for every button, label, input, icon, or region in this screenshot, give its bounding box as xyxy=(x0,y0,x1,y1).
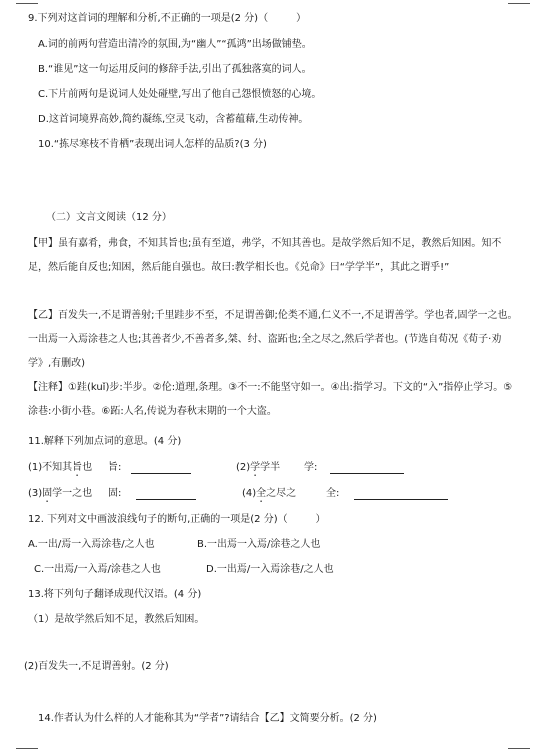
bottom-mark-left xyxy=(16,748,38,749)
q11-item-3-suffix: 学一之也 xyxy=(52,488,93,499)
q12-stem-end: ） xyxy=(315,514,326,525)
q9-option-b: B.“谁见”这一句运用反问的修辞手法,引出了孤独落寞的词人。 xyxy=(38,64,312,75)
q9-stem xyxy=(28,13,306,25)
q11-item-2-key: 学 xyxy=(250,462,261,473)
q12-option-b: B.一出焉一入焉/涂巷之人也 xyxy=(197,539,321,550)
passage-yi: 【乙】百发失一,不足谓善射;千里跬步不至，不足谓善御;伦类不通,仁义不一,不足谓善学。学也者,固学一之也。一出焉一入焉涂巷之人也;其善者少,不善者多,桀、纣、盗跖也;全之尽之,然后学者也。(节选自荀况《荀子·劝学》,有删改) xyxy=(28,310,518,369)
q11-item-2-term: 学: xyxy=(304,462,318,473)
q11-item-4-term: 全: xyxy=(326,488,340,499)
q12-stem xyxy=(28,514,326,526)
q9-option-c: C.下片前两句是说词人处处碰壁,写出了他自己怨恨愤怒的心境。 xyxy=(38,89,322,100)
corner-mark-right xyxy=(508,3,530,4)
q11-item-3 xyxy=(28,488,92,505)
q11-item-4 xyxy=(242,488,296,505)
q11-item-1-term: 旨: xyxy=(108,462,122,473)
q11-item-4-answer-blank[interactable] xyxy=(354,488,448,500)
q10-text: 10.“拣尽寒枝不肯栖”表现出词人怎样的品质?(3 分) xyxy=(38,139,267,150)
q11-item-3-key: 固 xyxy=(42,488,53,499)
q11-item-1 xyxy=(28,462,92,479)
passage-notes: 【注释】①跬(kuǐ)步:半步。②伦:道理,条理。③不一:不能坚守如一。④出:指学习。下文的“入”指停止学习。⑤涂巷:小街小巷。⑥跖:人名,传说为春秋末期的一个大盗。 xyxy=(28,382,513,417)
q12-option-d: D.一出焉/一入焉涂巷/之人也 xyxy=(206,564,334,575)
q11-item-3-answer-blank[interactable] xyxy=(136,488,196,500)
q11-item-1-prefix: (1)不知其 xyxy=(28,462,73,473)
section2-title: （二）文言文阅读（12 分） xyxy=(46,212,172,223)
q9-stem-end: ） xyxy=(296,13,307,24)
q13-item-2: (2)百发失一,不足谓善射。(2 分) xyxy=(24,661,169,672)
q11-item-2-answer-blank[interactable] xyxy=(330,462,404,474)
q11-item-2-prefix: (2) xyxy=(236,462,251,473)
q9-stem-text: 9.下列对这首词的理解和分析,不正确的一项是(2 分)（ xyxy=(28,13,269,24)
q11-item-1-answer-blank[interactable] xyxy=(131,462,191,474)
q13-item-1: （1）是故学然后知不足，教然后知困。 xyxy=(28,614,205,625)
q11-item-2-suffix: 学半 xyxy=(260,462,281,473)
q11-item-3-prefix: (3) xyxy=(28,488,43,499)
q11-item-4-suffix: 之尽之 xyxy=(266,488,297,499)
q9-option-d: D.这首词境界高妙,简约凝练,空灵飞动，含蓄蕴藉,生动传神。 xyxy=(38,114,309,125)
q12-stem-text: 12. 下列对文中画波浪线句子的断句,正确的一项是(2 分)（ xyxy=(28,514,288,525)
q13-stem: 13.将下列句子翻译成现代汉语。(4 分) xyxy=(28,589,202,600)
q11-item-1-key: 旨 xyxy=(72,462,83,473)
q11-item-2 xyxy=(236,462,280,479)
q11-item-4-key: 全 xyxy=(256,488,267,499)
q11-item-1-suffix: 也 xyxy=(82,462,93,473)
corner-mark-left xyxy=(16,3,38,4)
passage-jia: 【甲】虽有嘉肴，弗食，不知其旨也;虽有至道，弗学，不知其善也。是故学然后知不足，教然后知困。知不足，然后能自反也;知困，然后能自强也。故曰:教学相长也。《兑命》曰“学学半”，其此之谓乎!” xyxy=(28,238,502,273)
q14-text: 14.作者认为什么样的人才能称其为“学者”?请结合【乙】文简要分析。(2 分) xyxy=(38,713,377,724)
q11-item-4-prefix: (4) xyxy=(242,488,257,499)
q11-stem: 11.解释下列加点词的意思。(4 分) xyxy=(28,436,182,447)
q12-option-a: A.一出/焉一入焉涂巷/之人也 xyxy=(28,539,155,550)
q9-option-a: A.词的前两句营造出清冷的氛围,为“幽人”“孤鸿”出场做铺垫。 xyxy=(38,39,312,50)
q11-item-3-term: 固: xyxy=(108,488,122,499)
q12-option-c: C.一出焉/一入焉/涂巷之人也 xyxy=(34,564,161,575)
bottom-mark-right xyxy=(508,748,530,749)
